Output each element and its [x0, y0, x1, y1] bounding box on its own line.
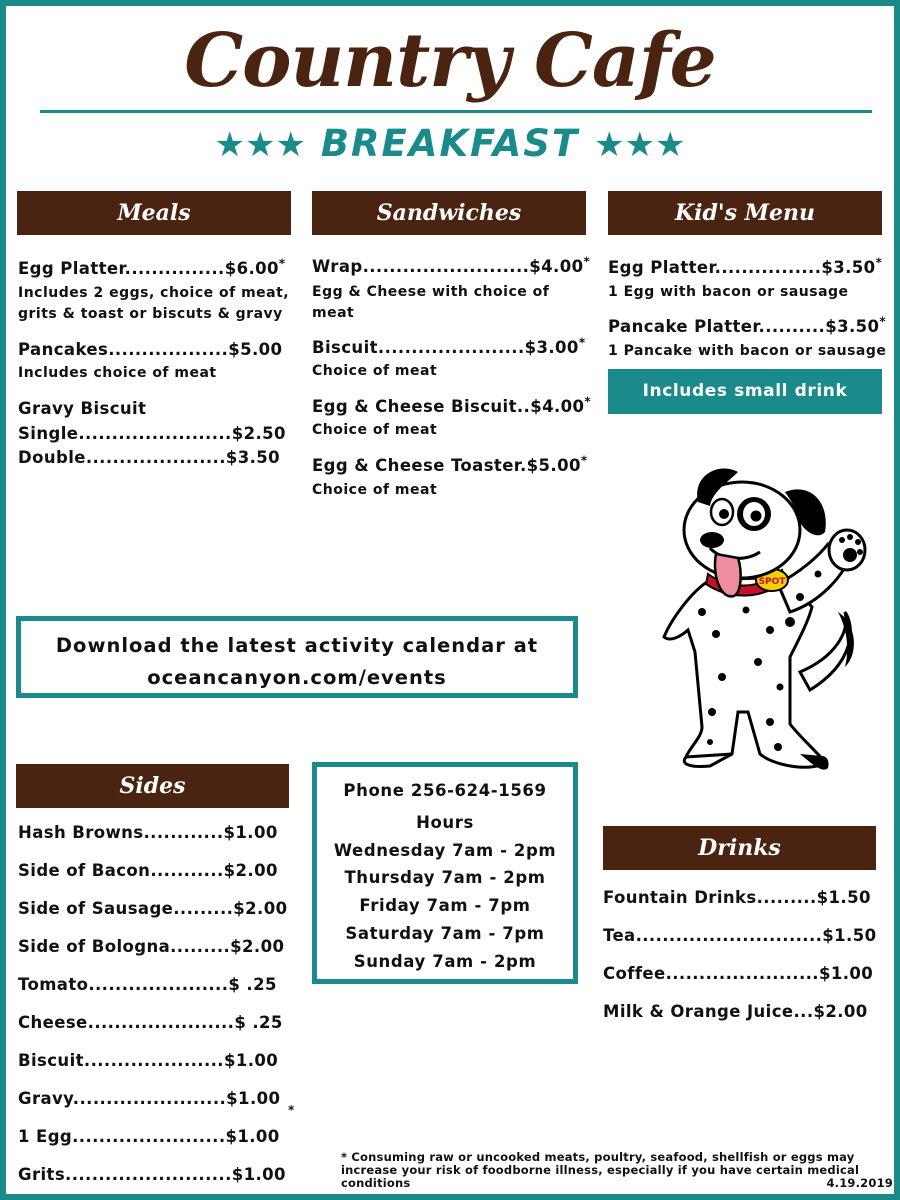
sandwich-wrap-desc: Egg & Cheese with choice of meat	[312, 284, 550, 321]
side-item: Side of Bacon...........$2.00	[18, 861, 278, 880]
side-item: Hash Browns............$1.00	[18, 823, 278, 842]
sides-heading: Sides	[16, 764, 289, 808]
sandwich-egg-cheese-toaster: Egg & Cheese Toaster.$5.00*	[312, 453, 588, 475]
mascot-tag-text: SPOT	[758, 577, 786, 587]
side-item: Tomato.....................$ .25	[18, 975, 277, 994]
hours-day: Thursday 7am - 2pm	[344, 868, 546, 888]
calendar-url[interactable]: oceancanyon.com/events	[147, 666, 447, 689]
footnote-text: * Consuming raw or uncooked meats, poultry, seafood, shellfish or eggs may increase your risk of foodborne illness, especially if you have certain medical conditions	[341, 1150, 860, 1190]
cafe-title: Country Cafe	[184, 18, 716, 104]
sandwich-egg-cheese-toaster-desc: Choice of meat	[312, 482, 438, 498]
calendar-line-1: Download the latest activity calendar at	[55, 634, 539, 657]
kids-pancake-platter-desc: 1 Pancake with bacon or sausage	[608, 343, 887, 359]
meal-egg-platter: Egg Platter...............$6.00*	[18, 256, 286, 278]
title-divider	[40, 110, 872, 113]
hours-day: Friday 7am - 7pm	[359, 896, 531, 916]
hours-day: Sunday 7am - 2pm	[353, 951, 537, 971]
meal-pancakes-desc: Includes choice of meat	[18, 365, 217, 381]
drink-item: Coffee.......................$1.00	[603, 964, 874, 983]
side-item: 1 Egg.......................$1.00	[18, 1127, 280, 1146]
stars-left-icon: ★★★	[214, 125, 306, 165]
meal-gravy-single: Single.......................$2.50	[18, 424, 286, 443]
meal-gravy-double: Double.....................$3.50	[18, 448, 281, 467]
phone-number[interactable]: Phone 256-624-1569	[343, 781, 547, 800]
meal-gravy-biscuit: Gravy Biscuit	[18, 399, 147, 418]
meal-pancakes: Pancakes..................$5.00	[18, 340, 283, 359]
sandwich-egg-cheese-biscuit: Egg & Cheese Biscuit..$4.00*	[312, 394, 592, 416]
kids-menu-heading: Kid's Menu	[608, 191, 882, 235]
food-safety-footnote	[341, 1151, 893, 1190]
side-item: Biscuit.....................$1.00	[18, 1051, 279, 1070]
hours-day: Wednesday 7am - 2pm	[333, 840, 557, 860]
sandwich-biscuit-desc: Choice of meat	[312, 363, 438, 379]
side-item: Side of Bologna.........$2.00	[18, 937, 285, 956]
drink-item: Fountain Drinks.........$1.50	[603, 888, 871, 907]
drink-item: Tea............................$1.50	[603, 926, 877, 945]
sandwiches-heading: Sandwiches	[312, 191, 586, 235]
kids-pancake-platter: Pancake Platter..........$3.50*	[608, 314, 887, 336]
hours-box	[312, 762, 578, 984]
gravy-asterisk: *	[288, 1103, 295, 1117]
dalmatian-mascot-icon	[650, 462, 870, 778]
side-item: Grits.........................$1.00	[18, 1165, 286, 1184]
drink-item: Milk & Orange Juice...$2.00	[603, 1002, 868, 1021]
sandwich-biscuit: Biscuit......................$3.00*	[312, 335, 586, 357]
activity-calendar-box	[16, 616, 578, 698]
stars-right-icon: ★★★	[594, 125, 686, 165]
meal-egg-platter-desc: Includes 2 eggs, choice of meat, grits & toast or biscuts & gravy	[18, 285, 290, 322]
side-item: Gravy.......................$1.00	[18, 1089, 281, 1108]
meals-heading: Meals	[17, 191, 291, 235]
drinks-heading: Drinks	[603, 826, 876, 870]
side-item: Side of Sausage.........$2.00	[18, 899, 288, 918]
menu-date: 4.19.2019	[826, 1176, 893, 1190]
subtitle-text: BREAKFAST	[320, 122, 580, 165]
side-item: Cheese......................$ .25	[18, 1013, 283, 1032]
sandwich-egg-cheese-biscuit-desc: Choice of meat	[312, 422, 438, 438]
sandwich-wrap: Wrap.........................$4.00*	[312, 254, 591, 276]
kids-egg-platter-desc: 1 Egg with bacon or sausage	[608, 284, 849, 300]
breakfast-subtitle	[0, 122, 900, 165]
includes-drink-banner: Includes small drink	[608, 369, 882, 414]
hours-day: Saturday 7am - 7pm	[345, 923, 545, 943]
kids-egg-platter: Egg Platter................$3.50*	[608, 255, 883, 277]
hours-label: Hours	[416, 812, 474, 832]
